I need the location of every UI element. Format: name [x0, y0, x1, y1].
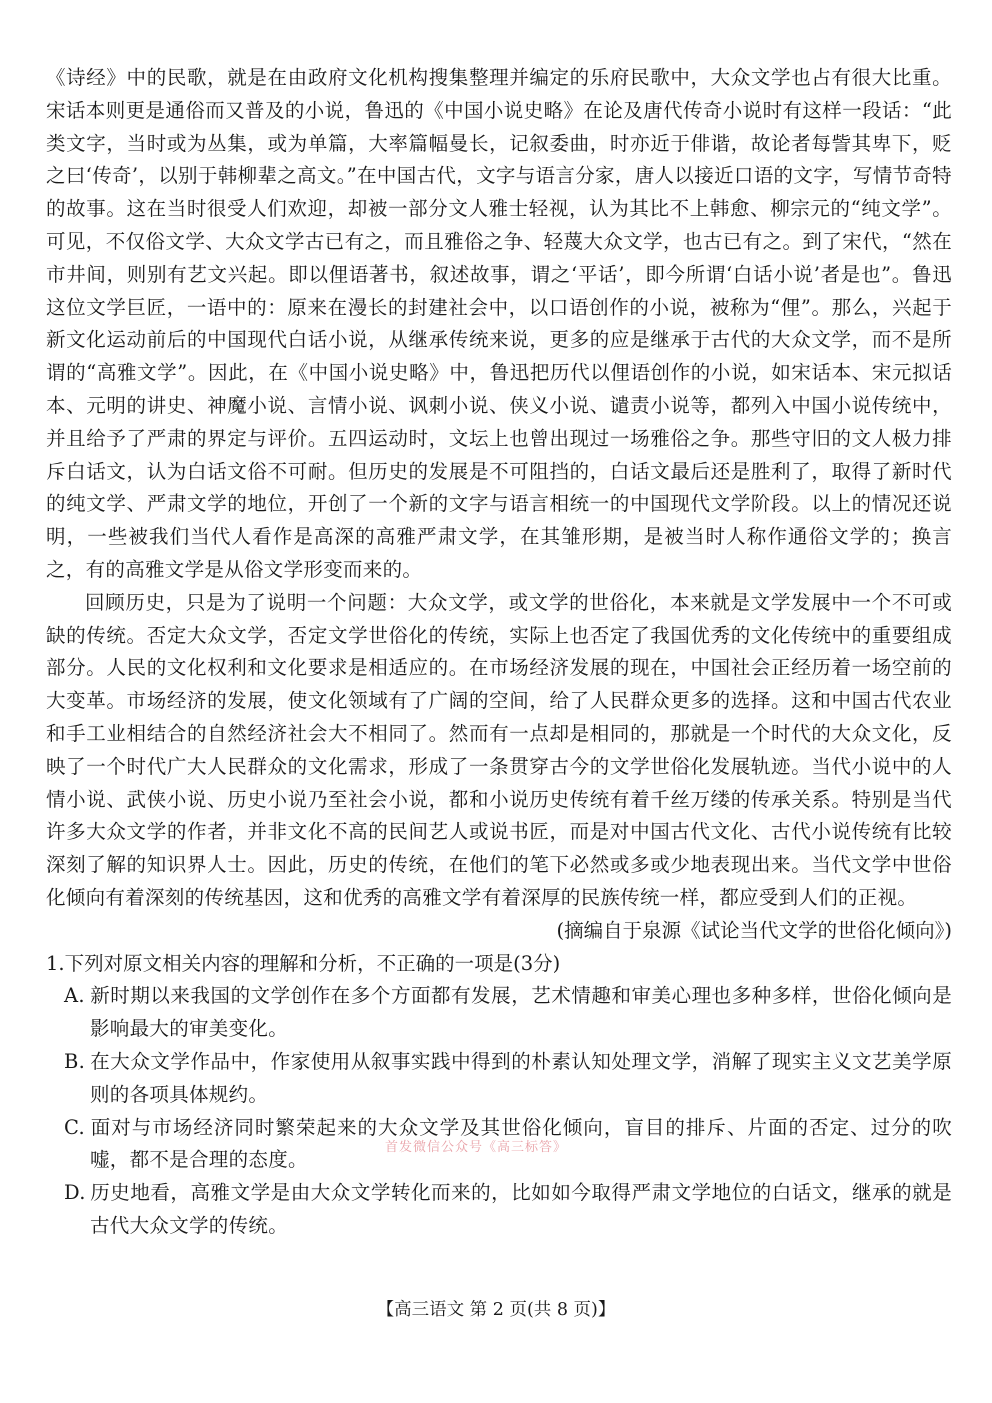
option-b	[46, 1046, 952, 1112]
passage-paragraph-2: 回顾历史，只是为了说明一个问题：大众文学，或文学的世俗化，本来就是文学发展中一个不可或缺的传统。否定大众文学，否定文学世俗化的传统，实际上也否定了我国优秀的文化传统中的重要组成部分。人民的文化权利和文化要求是相适应的。在市场经济发展的现在，中国社会正经历着一场空前的大变革。市场经济的发展，使文化领域有了广阔的空间，给了人民群众更多的选择。这和中国古代农业和手工业相结合的自然经济社会大不相同了。然而有一点却是相同的，那就是一个时代的大众文化，反映了一个时代广大人民群众的文化需求，形成了一条贯穿古今的文学世俗化发展轨迹。当代小说中的人情小说、武侠小说、历史小说乃至社会小说，都和小说历史传统有着千丝万缕的传承关系。特别是当代许多大众文学的作者，并非文化不高的民间艺人或说书匠，而是对中国古代文化、古代小说传统有比较深刻了解的知识界人士。因此，历史的传统，在他们的笔下必然或多或少地表现出来。当代文学中世俗化倾向有着深刻的传统基因，这和优秀的高雅文学有着深厚的民族传统一样，都应受到人们的正视。	[46, 590, 952, 909]
option-letter: B.	[64, 1049, 86, 1073]
passage-paragraph-1: 《诗经》中的民歌，就是在由政府文化机构搜集整理并编定的乐府民歌中，大众文学也占有很大比重。宋话本则更是通俗而又普及的小说，鲁迅的《中国小说史略》在论及唐代传奇小说时有这样一段话：“此类文字，当时或为丛集，或为单篇，大率篇幅曼长，记叙委曲，时亦近于俳谐，故论者每訾其卑下，贬之曰‘传奇’，以别于韩柳辈之高文。”在中国古代，文字与语言分家，唐人以接近口语的文字，写情节奇特的故事。这在当时很受人们欢迎，却被一部分文人雅士轻视，认为其比不上韩愈、柳宗元的“纯文学”。可见，不仅俗文学、大众文学古已有之，而且雅俗之争、轻蔑大众文学，也古已有之。到了宋代，“然在市井间，则别有艺文兴起。即以俚语著书，叙述故事，谓之‘平话’，即今所谓‘白话小说’者是也”。鲁迅这位文学巨匠，一语中的：原来在漫长的封建社会中，以口语创作的小说，被称为“俚”。那么，兴起于新文化运动前后的中国现代白话小说，从继承传统来说，更多的应是继承于古代的大众文学，而不是所谓的“高雅文学”。因此，在《中国小说史略》中，鲁迅把历代以俚语创作的小说，如宋话本、宋元拟话本、元明的讲史、神魔小说、言情小说、讽刺小说、侠义小说、谴责小说等，都列入中国小说传统中，并且给予了严肃的界定与评价。五四运动时，文坛上也曾出现过一场雅俗之争。那些守旧的文人极力排斥白话文，认为白话文俗不可耐。但历史的发展是不可阻挡的，白话文最后还是胜利了，取得了新时代的纯文学、严肃文学的地位，开创了一个新的文字与语言相统一的中国现代文学阶段。以上的情况还说明，一些被我们当代人看作是高深的高雅严肃文学，在其雏形期，是被当时人称作通俗文学的；换言之，有的高雅文学是从俗文学形变而来的。	[46, 66, 952, 581]
question-stem: 1.下列对原文相关内容的理解和分析，不正确的一项是(3分)	[46, 951, 561, 975]
option-text: 历史地看，高雅文学是由大众文学转化而来的，比如如今取得严肃文学地位的白话文，继承的就是古代大众文学的传统。	[90, 1181, 952, 1237]
option-text: 在大众文学作品中，作家使用从叙事实践中得到的朴素认知处理文学，消解了现实主义文艺美学原则的各项具体规约。	[90, 1049, 952, 1106]
option-d	[46, 1177, 952, 1243]
watermark: 首发微信公众号《高三标答》	[385, 1140, 568, 1155]
passage-source: (摘编自于泉源《试论当代文学的世俗化倾向》)	[556, 918, 952, 942]
option-letter: C.	[64, 1115, 86, 1139]
option-a	[46, 980, 952, 1046]
page-footer: 【高三语文 第 2 页(共 8 页)】	[376, 1300, 616, 1320]
exam-page	[46, 62, 952, 1243]
option-letter: D.	[64, 1181, 86, 1205]
option-text: 面对与市场经济同时繁荣起来的大众文学及其世俗化倾向，盲目的排斥、片面的否定、过分的吹嘘，都不是合理的态度。	[90, 1115, 952, 1172]
option-letter: A.	[64, 984, 85, 1008]
option-text: 新时期以来我国的文学创作在多个方面都有发展，艺术情趣和审美心理也多种多样，世俗化倾向是影响最大的审美变化。	[90, 984, 952, 1041]
